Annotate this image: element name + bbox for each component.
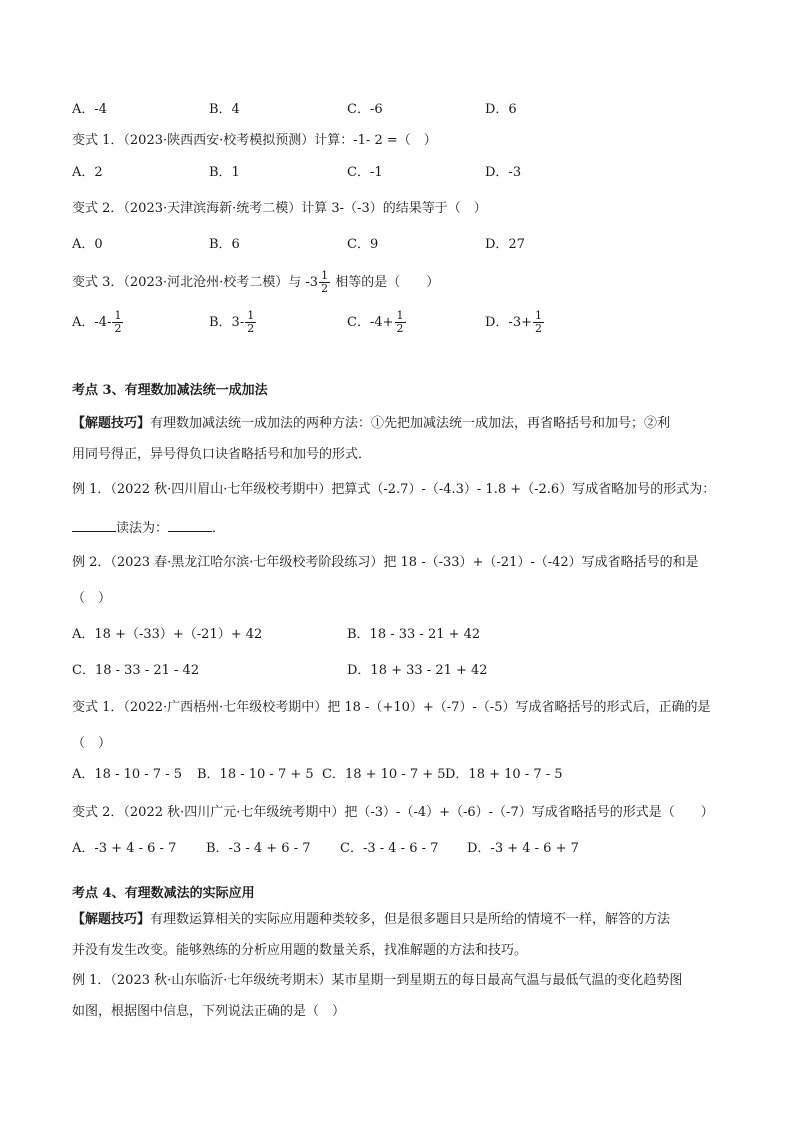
option-fraction (395, 310, 406, 335)
v2-option-c: C．9 (347, 237, 379, 252)
option-a: A．-4 (72, 102, 108, 117)
reading-label: 读法为： (116, 521, 169, 536)
option-prefix: B．3- (209, 315, 245, 330)
v3-option-d (485, 310, 545, 335)
period: ． (212, 521, 226, 536)
option-prefix: D．-3+ (485, 315, 532, 330)
v2-option-a: A．0 (72, 237, 103, 252)
fraction-denominator: 2 (534, 322, 542, 335)
section-3-variant-1: 变式 1．（2022·广西梧州·七年级校考期中）把 18 -（+10）+（-7）-（-5）写成省略括号的形式后，正确的是 (72, 700, 711, 715)
fraction-numerator: 1 (321, 269, 329, 282)
v3-option-a (72, 310, 124, 335)
variant-3-question (72, 270, 439, 295)
ex2-option-b: B．18 - 33 - 21 + 42 (347, 627, 481, 642)
v1-option-d: D．-3 (485, 165, 522, 180)
variant-2-question: 变式 2．（2023·天津滨海新·统考二模）计算 3-（-3）的结果等于（ ） (72, 201, 487, 216)
section-3-variant-2: 变式 2．（2022 秋·四川广元·七年级统考期中）把（-3）-（-4）+（-6）-（-7）写成省略括号的形式是（ ） (72, 805, 714, 820)
section-3-example-2-line-2: （ ） (72, 591, 112, 606)
ex2-option-a: A．18 +（-33）+（-21）+ 42 (72, 627, 263, 642)
v3-option-c (347, 310, 407, 335)
fraction-denominator: 2 (396, 322, 404, 335)
section-4-example-1-line-2: 如图，根据图中信息，下列说法正确的是（ ） (72, 1004, 346, 1019)
tip-label: 【解题技巧】 (72, 416, 151, 431)
section-3-example-1-line-2 (72, 519, 225, 538)
section-3-tip-line-2: 用同号得正，异号得负口诀省略括号和加号的形式． (72, 447, 372, 462)
answer-blank (168, 519, 212, 532)
section-3-variant-1-line-2: （ ） (72, 736, 112, 751)
option-fraction (245, 310, 256, 335)
section-3-example-2: 例 2．（2023 春·黑龙江哈尔滨·七年级校考阶段练习）把 18 -（-33）+（-21）-（-42）写成省略括号的和是 (72, 555, 699, 570)
option-fraction (112, 310, 123, 335)
s3v1-option-c: C．18 + 10 - 7 + 5 (322, 767, 446, 782)
v3-text-post: 相等的是（ ） (331, 275, 440, 290)
v1-option-c: C．-1 (347, 165, 383, 180)
option-prefix: C．-4+ (347, 315, 394, 330)
s3v2-option-a: A．-3 + 4 - 6 - 7 (72, 841, 177, 856)
v1-option-b: B．1 (209, 165, 240, 180)
option-prefix: A．-4- (72, 315, 112, 330)
section-3-tip-line-1 (72, 415, 670, 433)
s3v1-option-d: D．18 + 10 - 7 - 5 (445, 767, 563, 782)
v1-option-a: A．2 (72, 165, 103, 180)
fraction-denominator: 2 (247, 322, 255, 335)
tip-label: 【解题技巧】 (72, 912, 151, 927)
option-fraction (533, 310, 544, 335)
option-b: B．4 (209, 102, 240, 117)
s3v2-option-d: D．-3 + 4 - 6 + 7 (467, 841, 579, 856)
s3v2-option-c: C．-3 - 4 - 6 - 7 (340, 841, 439, 856)
fraction-numerator: 1 (114, 309, 122, 322)
variant-1-question: 变式 1．（2023·陕西西安·校考模拟预测）计算：-1- 2 =（ ） (72, 133, 437, 148)
option-c: C．-6 (347, 102, 383, 117)
fraction-denominator: 2 (114, 322, 122, 335)
section-3-heading: 考点 3、有理数加减法统一成加法 (72, 383, 268, 398)
section-4-example-1: 例 1．（2023 秋·山东临沂·七年级统考期末）某市星期一到星期五的每日最高气温与最低气温的变化趋势图 (72, 973, 683, 988)
fraction-numerator: 1 (247, 309, 255, 322)
section-3-example-1: 例 1．（2022 秋·四川眉山·七年级校考期中）把算式（-2.7）-（-4.3）- 1.8 +（-2.6）写成省略加号的形式为： (72, 482, 716, 497)
v3-mixed-fraction (319, 270, 330, 295)
v2-option-d: D．27 (485, 237, 525, 252)
section-4-tip-line-1 (72, 911, 670, 929)
s3v1-option-a: A．18 - 10 - 7 - 5 (72, 767, 182, 782)
v2-option-b: B．6 (209, 237, 240, 252)
tip-text: 有理数加减法统一成加法的两种方法：①先把加减法统一成加法，再省略括号和加号；②利 (150, 416, 671, 431)
s3v1-option-b: B．18 - 10 - 7 + 5 (197, 767, 314, 782)
tip-text: 有理数运算相关的实际应用题种类较多，但是很多题目只是所给的情境不一样，解答的方法 (150, 912, 671, 927)
fraction-numerator: 1 (396, 309, 404, 322)
ex2-option-c: C．18 - 33 - 21 - 42 (72, 663, 200, 678)
ex2-option-d: D．18 + 33 - 21 + 42 (347, 663, 488, 678)
v3-option-b (209, 310, 257, 335)
v3-text-pre: 变式 3．（2023·河北沧州·校考二模）与 -3 (72, 275, 319, 290)
fraction-denominator: 2 (321, 282, 329, 295)
s3v2-option-b: B．-3 - 4 + 6 - 7 (206, 841, 311, 856)
fraction-numerator: 1 (534, 309, 542, 322)
section-4-heading: 考点 4、有理数减法的实际应用 (72, 886, 255, 901)
answer-blank (72, 519, 116, 532)
option-d: D．6 (485, 102, 517, 117)
section-4-tip-line-2: 并没有发生改变。能够熟练的分析应用题的数量关系，找准解题的方法和技巧。 (72, 943, 528, 958)
